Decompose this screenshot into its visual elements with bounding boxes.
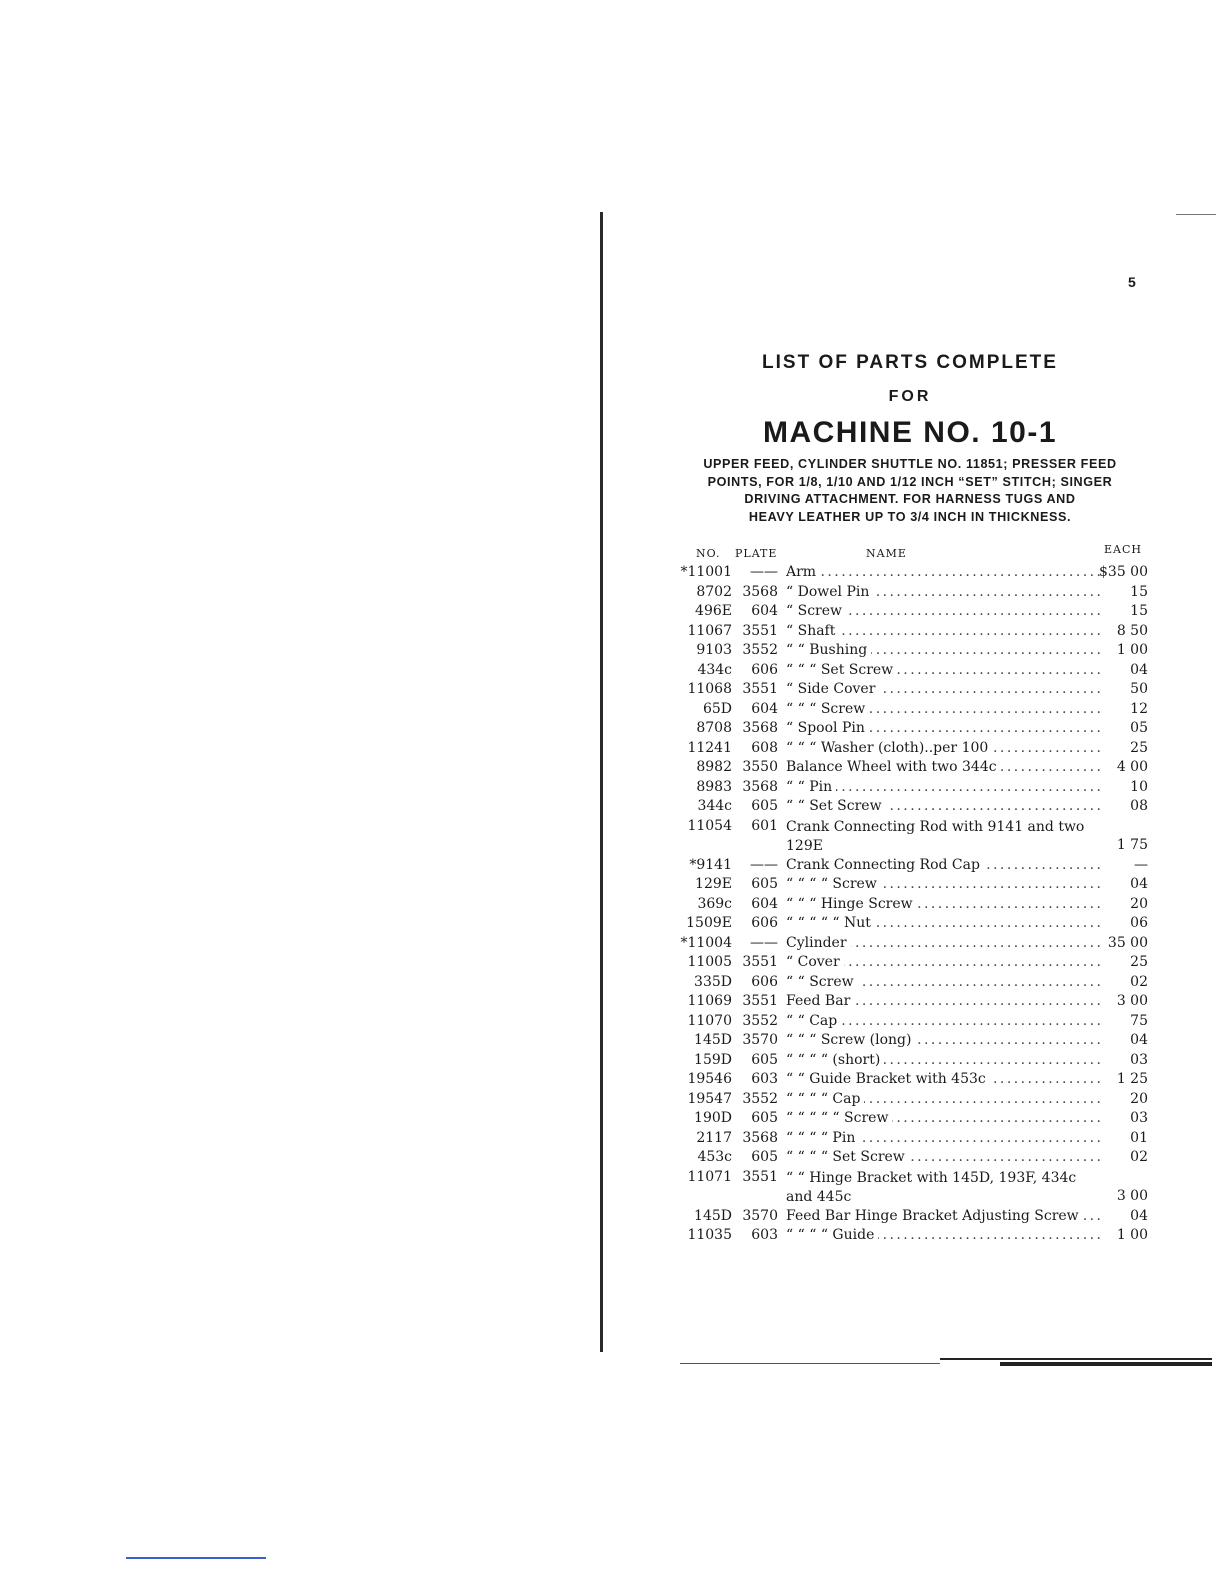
part-number: 145D [694, 1032, 732, 1048]
part-name [786, 681, 1102, 697]
part-name [786, 1032, 1102, 1048]
parts-row [672, 603, 1152, 623]
plate-number: 606 [751, 661, 778, 678]
part-price: 08 [1130, 798, 1148, 814]
part-name-text: “ “ “ “ Set Screw [786, 1149, 909, 1165]
part-price: 3 00 [1116, 1188, 1148, 1204]
part-name-text: “ “ “ “ “ Nut [786, 915, 875, 931]
plate-number: 3551 [742, 622, 778, 639]
part-name [786, 818, 1102, 857]
part-name [786, 876, 1102, 892]
part-name-text: “ “ “ Washer (cloth)..per 100 [786, 740, 992, 756]
part-name [786, 1227, 1102, 1243]
part-number: 145D [694, 1207, 732, 1224]
part-number: 159D [694, 1051, 732, 1068]
part-price: 04 [1130, 876, 1148, 892]
parts-row [672, 896, 1152, 916]
part-number: 190D [694, 1110, 732, 1126]
parts-row [672, 993, 1152, 1013]
part-name [786, 603, 1102, 619]
parts-row [672, 1091, 1152, 1111]
part-number: 1509E [686, 915, 732, 931]
part-price: 04 [1130, 1032, 1148, 1048]
plate-number: 3551 [742, 1168, 778, 1185]
column-header-no: NO. [696, 547, 721, 560]
part-name-text: “ “ “ “ (short) [786, 1052, 884, 1068]
part-name-text: “ “ “ “ Screw [786, 876, 881, 892]
part-number: *11001 [680, 564, 732, 580]
part-number: 8982 [696, 759, 732, 775]
part-name [786, 779, 1102, 795]
description-line: UPPER FEED, CYLINDER SHUTTLE NO. 11851; PRESSER FEED [703, 457, 1117, 471]
part-name [786, 896, 1102, 912]
machine-description [670, 456, 1150, 526]
parts-row [672, 1110, 1152, 1130]
part-name [786, 1169, 1102, 1208]
part-price: 35 00 [1107, 934, 1148, 951]
part-price: 3 00 [1116, 993, 1148, 1009]
part-name [786, 584, 1102, 600]
part-price: 50 [1130, 681, 1148, 697]
part-number: 335D [694, 973, 732, 990]
plate-number: 605 [751, 1051, 778, 1068]
plate-number: 3552 [742, 642, 778, 658]
plate-number: —— [750, 856, 778, 873]
plate-number: 603 [751, 1227, 778, 1243]
parts-row [672, 701, 1152, 721]
part-name-text: “ “ “ “ Guide [786, 1227, 878, 1243]
column-header-name: NAME [866, 547, 907, 560]
part-price: 05 [1130, 720, 1148, 736]
part-name-text: “ “ Set Screw [786, 798, 886, 814]
part-name [786, 1013, 1102, 1029]
part-price: 1 00 [1116, 642, 1148, 658]
plate-number: 604 [751, 603, 778, 619]
part-number: 129E [695, 876, 732, 892]
part-name-text: “ “ “ “ Pin [786, 1130, 859, 1146]
plate-number: 3570 [742, 1207, 778, 1224]
part-name-text: Balance Wheel with two 344c [786, 759, 1001, 775]
parts-row [672, 779, 1152, 799]
part-name [786, 1091, 1102, 1107]
part-name [786, 798, 1102, 814]
part-name [786, 1110, 1102, 1126]
parts-row [672, 1208, 1152, 1228]
plate-number: 605 [751, 1110, 778, 1126]
parts-row [672, 681, 1152, 701]
part-number: 19547 [687, 1090, 732, 1107]
part-number: *11004 [680, 934, 732, 951]
parts-row [672, 584, 1152, 604]
part-name-text: Crank Connecting Rod Cap [786, 857, 984, 873]
parts-row [672, 818, 1152, 857]
parts-row [672, 1169, 1152, 1208]
part-name [786, 623, 1102, 639]
parts-row [672, 564, 1152, 584]
part-price: 20 [1130, 1090, 1148, 1107]
part-price: 75 [1130, 1012, 1148, 1029]
parts-row [672, 642, 1152, 662]
part-name [786, 974, 1102, 990]
plate-number: 3570 [742, 1032, 778, 1048]
part-name-text: “ Cover [786, 954, 844, 970]
plate-number: 601 [751, 817, 778, 834]
parts-row [672, 876, 1152, 896]
machine-title: MACHINE NO. 10-1 [762, 416, 1058, 449]
part-name [786, 701, 1102, 717]
part-price: 1 25 [1116, 1071, 1148, 1087]
part-number: 8983 [696, 778, 732, 795]
plate-number: 3552 [742, 1012, 778, 1029]
part-number: 19546 [687, 1071, 732, 1087]
part-name [786, 954, 1102, 970]
part-price: 12 [1130, 700, 1148, 717]
part-number: *9141 [689, 856, 732, 873]
plate-number: 3551 [742, 993, 778, 1009]
part-number: 434c [697, 661, 732, 678]
part-name-text: “ Side Cover [786, 681, 879, 697]
plate-number: 605 [751, 1149, 778, 1165]
part-name-text: Crank Connecting Rod with 9141 and two 129E [786, 818, 1085, 854]
part-name [786, 1071, 1102, 1087]
part-name-text: “ Spool Pin [786, 720, 869, 736]
parts-row [672, 798, 1152, 818]
part-name-text: Feed Bar [786, 993, 854, 1009]
part-price: 02 [1130, 973, 1148, 990]
description-line: HEAVY LEATHER UP TO 3/4 INCH IN THICKNESS. [748, 509, 1072, 524]
plate-number: 606 [751, 915, 778, 931]
column-header-plate: PLATE [735, 547, 778, 560]
parts-row [672, 974, 1152, 994]
part-name [786, 857, 1102, 873]
part-name [786, 564, 1102, 580]
plate-number: 3568 [742, 1129, 778, 1146]
description-line: DRIVING ATTACHMENT. FOR HARNESS TUGS AND [744, 492, 1076, 506]
scan-mark [126, 1557, 266, 1559]
part-price: 03 [1130, 1110, 1148, 1126]
part-name [786, 1130, 1102, 1146]
part-price: 06 [1130, 915, 1148, 931]
part-name-text: “ “ Guide Bracket with 453c [786, 1071, 990, 1087]
part-name-text: “ “ “ Set Screw [786, 662, 897, 678]
parts-row [672, 1013, 1152, 1033]
part-number: 453c [697, 1149, 732, 1165]
description-line: POINTS, FOR 1/8, 1/10 AND 1/12 INCH “SET” STITCH; SINGER [707, 474, 1113, 489]
parts-row [672, 1052, 1152, 1072]
part-name-text: “ “ “ Hinge Screw [786, 896, 917, 912]
plate-number: 604 [751, 895, 778, 912]
part-number: 11069 [687, 993, 732, 1009]
plate-number: 605 [751, 876, 778, 892]
for-heading: FOR [888, 388, 932, 405]
plate-number: 606 [751, 973, 778, 990]
scan-mark [680, 1363, 940, 1364]
part-price: 15 [1130, 603, 1148, 619]
part-name [786, 759, 1102, 775]
part-name-text: “ Screw [786, 603, 846, 619]
parts-row [672, 1227, 1152, 1247]
list-heading: LIST OF PARTS COMPLETE [762, 352, 1058, 373]
part-price: 1 75 [1116, 837, 1148, 853]
parts-row [672, 935, 1152, 955]
part-name [786, 993, 1102, 1009]
parts-row [672, 759, 1152, 779]
part-name-text: Feed Bar Hinge Bracket Adjusting Screw [786, 1208, 1083, 1224]
part-price: — [1134, 856, 1148, 873]
part-number: 496E [695, 603, 732, 619]
parts-row [672, 740, 1152, 760]
part-price: 25 [1130, 954, 1148, 970]
scan-mark [940, 1358, 1212, 1360]
plate-number: 3568 [742, 778, 778, 795]
plate-number: —— [750, 564, 778, 580]
part-number: 344c [697, 798, 732, 814]
part-name-text: Cylinder [786, 935, 851, 951]
part-price: 04 [1130, 661, 1148, 678]
part-name-text: “ “ Bushing [786, 642, 871, 658]
part-number: 11005 [687, 954, 732, 970]
part-name-text: “ “ “ “ “ Screw [786, 1110, 892, 1126]
part-name-text: “ “ Hinge Bracket with 145D, 193F, 434c and 445c [786, 1169, 1077, 1205]
part-name-text: Arm [786, 564, 820, 580]
part-price: $35 00 [1099, 564, 1148, 580]
binding-shadow-line [600, 212, 603, 1352]
part-price: 8 50 [1116, 622, 1148, 639]
part-name-text: “ “ Cap [786, 1013, 841, 1029]
part-name [786, 642, 1102, 658]
scan-mark [1176, 214, 1216, 215]
part-name [786, 1149, 1102, 1165]
part-price: 15 [1130, 583, 1148, 600]
part-name [786, 740, 1102, 756]
part-name-text: “ “ “ Screw (long) [786, 1032, 915, 1048]
part-name [786, 720, 1102, 736]
part-number: 2117 [696, 1129, 732, 1146]
part-number: 11071 [687, 1168, 732, 1185]
plate-number: 605 [751, 798, 778, 814]
parts-row [672, 623, 1152, 643]
parts-list [672, 564, 1152, 1247]
part-name [786, 1052, 1102, 1068]
parts-row [672, 1071, 1152, 1091]
part-number: 369c [697, 895, 732, 912]
part-number: 8708 [696, 720, 732, 736]
part-price: 04 [1130, 1207, 1148, 1224]
part-price: 01 [1130, 1129, 1148, 1146]
page-number: 5 [1128, 274, 1136, 290]
part-name-text: “ Dowel Pin [786, 584, 873, 600]
plate-number: 604 [751, 700, 778, 717]
column-header-each: EACH [1104, 543, 1142, 556]
part-name [786, 662, 1102, 678]
part-price: 10 [1130, 778, 1148, 795]
parts-row [672, 1149, 1152, 1169]
part-number: 11070 [687, 1012, 732, 1029]
part-number: 11068 [687, 681, 732, 697]
part-price: 1 00 [1116, 1227, 1148, 1243]
part-number: 9103 [696, 642, 732, 658]
parts-row [672, 1032, 1152, 1052]
plate-number: 603 [751, 1071, 778, 1087]
plate-number: 608 [751, 739, 778, 756]
plate-number: 3552 [742, 1090, 778, 1107]
part-number: 11035 [687, 1227, 732, 1243]
part-name-text: “ “ Screw [786, 974, 858, 990]
part-number: 11054 [687, 817, 732, 834]
part-name [786, 1208, 1102, 1224]
part-price: 4 00 [1116, 759, 1148, 775]
plate-number: —— [750, 934, 778, 951]
plate-number: 3550 [742, 759, 778, 775]
part-price: 02 [1130, 1149, 1148, 1165]
part-name [786, 935, 1102, 951]
part-number: 11067 [687, 622, 732, 639]
part-price: 25 [1130, 739, 1148, 756]
part-price: 03 [1130, 1051, 1148, 1068]
part-price: 20 [1130, 895, 1148, 912]
parts-row [672, 915, 1152, 935]
part-name-text: “ “ Pin [786, 779, 836, 795]
part-name-text: “ “ “ “ Cap [786, 1091, 864, 1107]
part-name [786, 915, 1102, 931]
part-number: 11241 [687, 739, 732, 756]
parts-row [672, 1130, 1152, 1150]
part-name-text: “ Shaft [786, 623, 839, 639]
plate-number: 3551 [742, 954, 778, 970]
plate-number: 3568 [742, 583, 778, 600]
part-name-text: “ “ “ Screw [786, 701, 869, 717]
plate-number: 3568 [742, 720, 778, 736]
parts-row [672, 857, 1152, 877]
plate-number: 3551 [742, 681, 778, 697]
parts-row [672, 720, 1152, 740]
scan-mark [1000, 1362, 1212, 1366]
parts-row [672, 662, 1152, 682]
part-number: 8702 [696, 583, 732, 600]
parts-row [672, 954, 1152, 974]
part-number: 65D [702, 700, 732, 717]
